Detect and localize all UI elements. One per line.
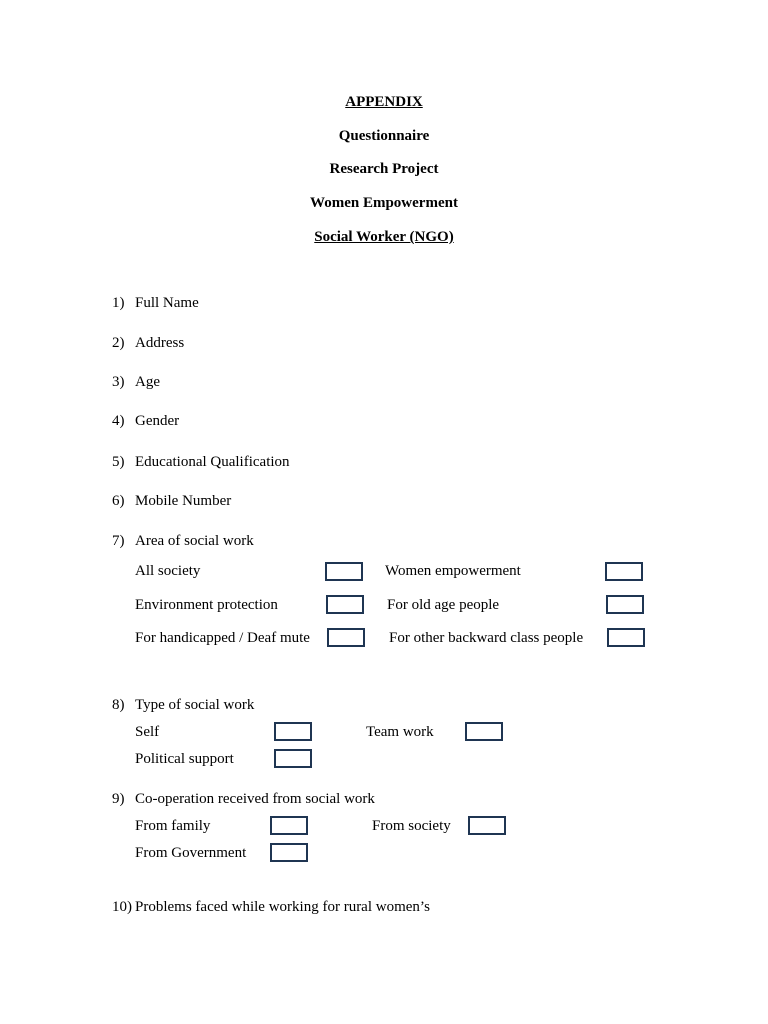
option-from-government-label: From Government	[135, 845, 247, 861]
question-text: Area of social work	[135, 533, 254, 549]
question-text: Mobile Number	[135, 493, 232, 509]
question-text: Full Name	[135, 295, 199, 311]
question-5	[112, 453, 290, 471]
checkbox-all-society[interactable]	[325, 562, 363, 581]
option-all-society-label: All society	[135, 563, 201, 579]
option-backward-class-label: For other backward class people	[389, 630, 584, 646]
option-from-family-label: From family	[135, 818, 211, 834]
option-team-work-label: Team work	[366, 724, 434, 740]
question-3	[112, 373, 160, 391]
checkbox-from-family[interactable]	[270, 816, 308, 835]
question-number: 9)	[112, 791, 125, 807]
question-text: Co-operation received from social work	[135, 791, 375, 807]
option-old-age-people-label: For old age people	[387, 597, 500, 613]
question-10	[112, 898, 430, 916]
question-number: 6)	[112, 493, 125, 509]
research-project-heading: Research Project	[329, 161, 439, 177]
checkbox-from-society[interactable]	[468, 816, 506, 835]
checkbox-self[interactable]	[274, 722, 312, 741]
option-from-society-label: From society	[372, 818, 451, 834]
question-text: Gender	[135, 413, 180, 429]
checkbox-political-support[interactable]	[274, 749, 312, 768]
question-text: Type of social work	[135, 697, 255, 713]
question-number: 7)	[112, 533, 125, 549]
question-number: 8)	[112, 697, 125, 713]
checkbox-old-age-people[interactable]	[606, 595, 644, 614]
question-9	[112, 790, 375, 808]
audience-heading	[0, 228, 768, 246]
checkbox-team-work[interactable]	[465, 722, 503, 741]
question-number: 4)	[112, 413, 125, 429]
question-6	[112, 492, 231, 510]
question-1	[112, 294, 199, 312]
question-number: 3)	[112, 374, 125, 390]
question-number: 5)	[112, 454, 125, 470]
question-number: 2)	[112, 335, 125, 351]
checkbox-handicapped[interactable]	[327, 628, 365, 647]
question-2	[112, 334, 184, 352]
option-environment-protection-label: Environment protection	[135, 597, 278, 613]
appendix-text: APPENDIX	[345, 94, 423, 110]
audience-text: Social Worker (NGO)	[314, 229, 454, 245]
question-8	[112, 696, 254, 714]
checkbox-women-empowerment[interactable]	[605, 562, 643, 581]
option-political-support-label: Political support	[135, 751, 234, 767]
option-self-label: Self	[135, 724, 160, 740]
question-text: Age	[135, 374, 160, 390]
checkbox-backward-class[interactable]	[607, 628, 645, 647]
question-text: Educational Qualification	[135, 454, 290, 470]
topic-heading: Women Empowerment	[310, 195, 458, 211]
checkbox-environment-protection[interactable]	[326, 595, 364, 614]
question-text: Problems faced while working for rural women’s	[135, 899, 430, 915]
question-number: 1)	[112, 295, 125, 311]
option-handicapped-label: For handicapped / Deaf mute	[135, 630, 310, 646]
checkbox-from-government[interactable]	[270, 843, 308, 862]
appendix-heading	[0, 93, 768, 111]
question-7	[112, 532, 254, 550]
question-number: 10)	[112, 899, 132, 915]
option-women-empowerment-label: Women empowerment	[385, 563, 521, 579]
question-4	[112, 412, 179, 430]
question-text: Address	[135, 335, 185, 351]
questionnaire-heading: Questionnaire	[338, 128, 430, 144]
